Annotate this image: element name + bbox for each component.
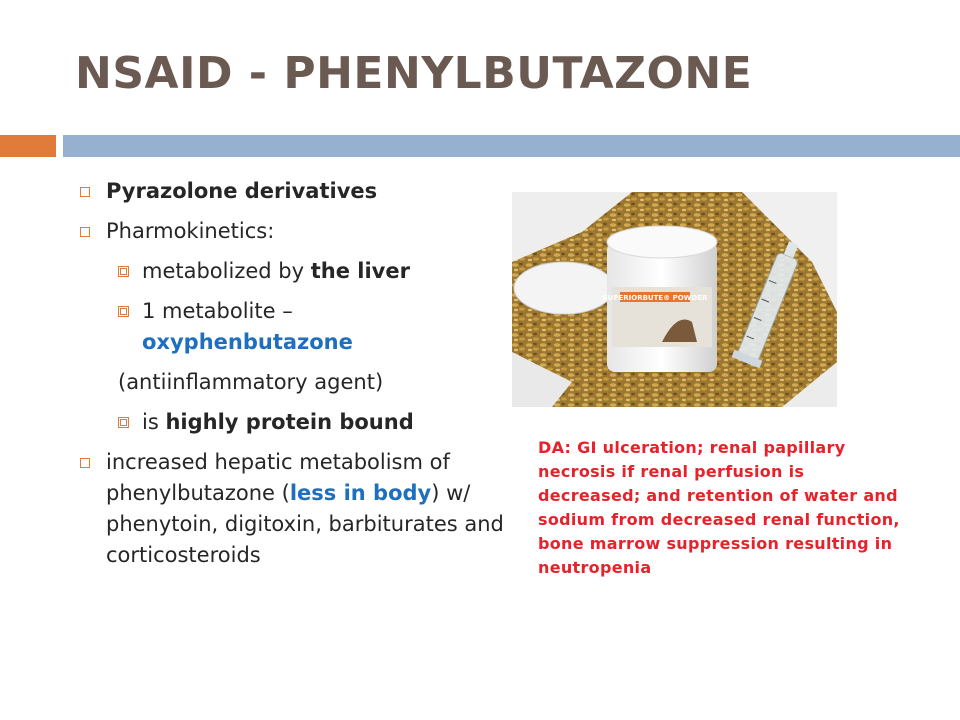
product-photo — [512, 192, 837, 407]
square-bullet-icon — [80, 447, 106, 478]
antiinflammatory-note: (antiinflammatory agent) — [118, 370, 384, 394]
bullet-list — [80, 176, 510, 580]
double-square-bullet-icon — [118, 407, 142, 438]
accent-bar-blue — [63, 135, 960, 157]
subbullet-metabolite: 1 metabolite – oxyphenbutazone — [118, 296, 510, 358]
bullet-pyrazolone: Pyrazolone derivatives — [80, 176, 510, 207]
adverse-effects-note: DA: GI ulceration; renal papillary necrosis if renal perfusion is decreased; and retention of water and sodium from decreased renal function, bone marrow suppression resulting in neutropenia — [538, 438, 900, 577]
bullet-pharmokinetics: Pharmokinetics: — [80, 216, 510, 247]
subbullet-protein: is highly protein bound — [118, 407, 510, 438]
slide-title: NSAID - PHENYLBUTAZONE — [75, 48, 753, 99]
bullet-increased-metabolism: increased hepatic metabolism of phenylbutazone (less in body) w/ phenytoin, digitoxin, barbiturates and corticosteroids — [80, 447, 510, 571]
double-square-bullet-icon — [118, 256, 142, 287]
square-bullet-icon — [80, 176, 106, 207]
subbullet-metabolized: metabolized by the liver — [118, 256, 510, 287]
accent-bar-orange — [0, 135, 56, 157]
square-bullet-icon — [80, 216, 106, 247]
double-square-bullet-icon — [118, 296, 142, 327]
jar-label-text: SUPERIORBUTE® POWDER — [602, 294, 708, 302]
